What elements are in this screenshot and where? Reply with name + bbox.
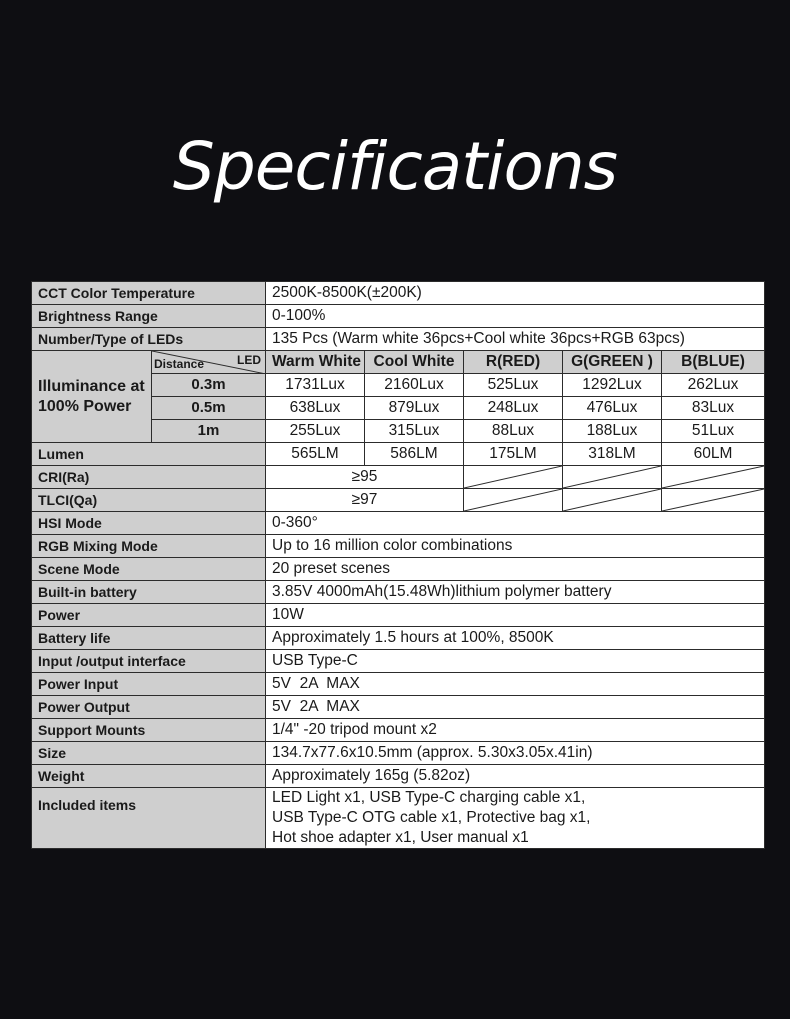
power-input-value: 5V 2A MAX — [266, 673, 765, 696]
lux-cell: 188Lux — [563, 420, 662, 443]
included-line: LED Light x1, USB Type-C charging cable x1, — [272, 789, 586, 806]
hsi-value: 0-360° — [266, 512, 765, 535]
mounts-value: 1/4" -20 tripod mount x2 — [266, 719, 765, 742]
lux-cell: 248Lux — [464, 397, 563, 420]
row-lumen — [32, 443, 765, 466]
leds-value: 135 Pcs (Warm white 36pcs+Cool white 36pcs+RGB 63pcs) — [266, 328, 765, 351]
col-header-green: G(GREEN ) — [563, 351, 662, 374]
lux-cell: 1292Lux — [563, 374, 662, 397]
not-applicable-cell — [464, 466, 563, 489]
included-label: Included items — [32, 788, 266, 849]
lumen-label: Lumen — [32, 443, 266, 466]
cct-value: 2500K-8500K(±200K) — [266, 282, 765, 305]
interface-label: Input /output interface — [32, 650, 266, 673]
tlci-value: ≥97 — [266, 489, 464, 512]
row-cri — [32, 466, 765, 489]
scene-value: 20 preset scenes — [266, 558, 765, 581]
row-battery — [32, 581, 765, 604]
not-applicable-cell — [662, 466, 765, 489]
distance-03m: 0.3m — [152, 374, 266, 397]
lumen-cell: 565LM — [266, 443, 365, 466]
leds-label: Number/Type of LEDs — [32, 328, 266, 351]
row-illuminance-header — [32, 351, 765, 374]
not-applicable-cell — [464, 489, 563, 512]
corner-led-label: LED — [237, 353, 261, 367]
not-applicable-cell — [563, 489, 662, 512]
cct-label: CCT Color Temperature — [32, 282, 266, 305]
col-header-warm-white: Warm White — [266, 351, 365, 374]
mounts-label: Support Mounts — [32, 719, 266, 742]
col-header-cool-white: Cool White — [365, 351, 464, 374]
size-label: Size — [32, 742, 266, 765]
lux-cell: 638Lux — [266, 397, 365, 420]
row-tlci — [32, 489, 765, 512]
row-rgb-mixing — [32, 535, 765, 558]
row-battery-life — [32, 627, 765, 650]
rgb-mixing-label: RGB Mixing Mode — [32, 535, 266, 558]
row-mounts — [32, 719, 765, 742]
lumen-cell: 586LM — [365, 443, 464, 466]
led-distance-corner — [152, 351, 266, 374]
battery-label: Built-in battery — [32, 581, 266, 604]
interface-value: USB Type-C — [266, 650, 765, 673]
row-size — [32, 742, 765, 765]
cri-label: CRI(Ra) — [32, 466, 266, 489]
illuminance-label-line2: 100% Power — [38, 397, 132, 415]
power-output-label: Power Output — [32, 696, 266, 719]
row-power-input — [32, 673, 765, 696]
page-title: Specifications — [172, 128, 618, 205]
power-input-label: Power Input — [32, 673, 266, 696]
lux-cell: 315Lux — [365, 420, 464, 443]
lux-cell: 1731Lux — [266, 374, 365, 397]
weight-label: Weight — [32, 765, 266, 788]
row-scene — [32, 558, 765, 581]
included-line: USB Type-C OTG cable x1, Protective bag x1, — [272, 809, 591, 826]
col-header-blue: B(BLUE) — [662, 351, 765, 374]
power-output-value: 5V 2A MAX — [266, 696, 765, 719]
not-applicable-cell — [563, 466, 662, 489]
not-applicable-cell — [662, 489, 765, 512]
lumen-cell: 60LM — [662, 443, 765, 466]
weight-value: Approximately 165g (5.82oz) — [266, 765, 765, 788]
row-hsi — [32, 512, 765, 535]
lux-cell: 525Lux — [464, 374, 563, 397]
cri-value: ≥95 — [266, 466, 464, 489]
lux-cell: 262Lux — [662, 374, 765, 397]
power-label: Power — [32, 604, 266, 627]
size-value: 134.7x77.6x10.5mm (approx. 5.30x3.05x.41in) — [266, 742, 765, 765]
battery-life-label: Battery life — [32, 627, 266, 650]
battery-value: 3.85V 4000mAh(15.48Wh)lithium polymer battery — [266, 581, 765, 604]
lux-cell: 879Lux — [365, 397, 464, 420]
lux-cell: 83Lux — [662, 397, 765, 420]
row-interface — [32, 650, 765, 673]
scene-label: Scene Mode — [32, 558, 266, 581]
brightness-label: Brightness Range — [32, 305, 266, 328]
lumen-cell: 175LM — [464, 443, 563, 466]
rgb-mixing-value: Up to 16 million color combinations — [266, 535, 765, 558]
lux-cell: 51Lux — [662, 420, 765, 443]
lux-cell: 88Lux — [464, 420, 563, 443]
row-power-output — [32, 696, 765, 719]
distance-1m: 1m — [152, 420, 266, 443]
row-weight — [32, 765, 765, 788]
row-included — [32, 788, 765, 849]
illuminance-label — [32, 351, 152, 443]
row-cct — [32, 282, 765, 305]
lumen-cell: 318LM — [563, 443, 662, 466]
col-header-red: R(RED) — [464, 351, 563, 374]
corner-distance-label: Distance — [154, 357, 205, 371]
row-brightness — [32, 305, 765, 328]
lux-cell: 2160Lux — [365, 374, 464, 397]
hsi-label: HSI Mode — [32, 512, 266, 535]
power-value: 10W — [266, 604, 765, 627]
lux-cell: 255Lux — [266, 420, 365, 443]
tlci-label: TLCI(Qa) — [32, 489, 266, 512]
distance-05m: 0.5m — [152, 397, 266, 420]
lux-cell: 476Lux — [563, 397, 662, 420]
brightness-value: 0-100% — [266, 305, 765, 328]
illuminance-label-line1: Illuminance at — [38, 377, 145, 395]
row-power — [32, 604, 765, 627]
included-line: Hot shoe adapter x1, User manual x1 — [272, 829, 529, 846]
battery-life-value: Approximately 1.5 hours at 100%, 8500K — [266, 627, 765, 650]
row-leds — [32, 328, 765, 351]
included-value — [266, 788, 765, 849]
specifications-table — [31, 281, 765, 849]
